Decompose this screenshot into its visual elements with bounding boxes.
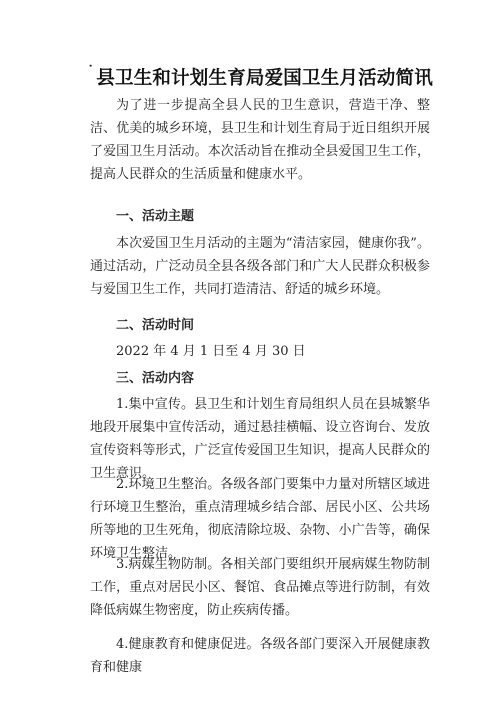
intro-paragraph: 为了进一步提高全县人民的卫生意识，营造干净、整洁、优美的城乡环境，县卫生和计划生育局于近日组织开展了爱国卫生月活动。本次活动旨在推动全县爱国卫生工作，提高人民群众的生活质量和健康水平。: [90, 98, 430, 182]
document-title: [60, 64, 460, 90]
section-3-heading: 三、活动内容: [116, 371, 195, 386]
section-2-heading: 二、活动时间: [116, 318, 195, 333]
title-mark: ˙: [87, 64, 95, 80]
list-item-1: 1.集中宣传。县卫生和计划生育局组织人员在县城繁华地段开展集中宣传活动，通过悬挂横幅、设立咨询台、发放宣传资料等形式，广泛宣传爱国卫生知识，提高人民群众的卫生意识。: [90, 397, 430, 481]
title-text: 县卫生和计划生育局爱国卫生月活动简讯: [96, 68, 433, 89]
section-1-paragraph: 本次爱国卫生月活动的主题为“清洁家园，健康你我”。通过活动，广泛动员全县各级各部门和广大人民群众积极参与爱国卫生工作，共同打造清洁、舒适的城乡环境。: [90, 236, 430, 297]
section-2-paragraph: 2022 年 4 月 1 日至 4 月 30 日: [116, 344, 306, 359]
list-item-3: 3.病媒生物防制。各相关部门要组织开展病媒生物防制工作，重点对居民小区、餐馆、食品摊点等进行防制，有效降低病媒生物密度，防止疾病传播。: [90, 557, 430, 618]
list-item-2: 2.环境卫生整治。各级各部门要集中力量对所辖区域进行环境卫生整治，重点清理城乡结合部、居民小区、公共场所等地的卫生死角，彻底清除垃圾、杂物、小广告等，确保环境卫生整洁。: [90, 477, 430, 561]
list-item-4: 4.健康教育和健康促进。各级各部门要深入开展健康教育和健康: [90, 637, 430, 675]
section-1-heading: 一、活动主题: [116, 209, 195, 224]
